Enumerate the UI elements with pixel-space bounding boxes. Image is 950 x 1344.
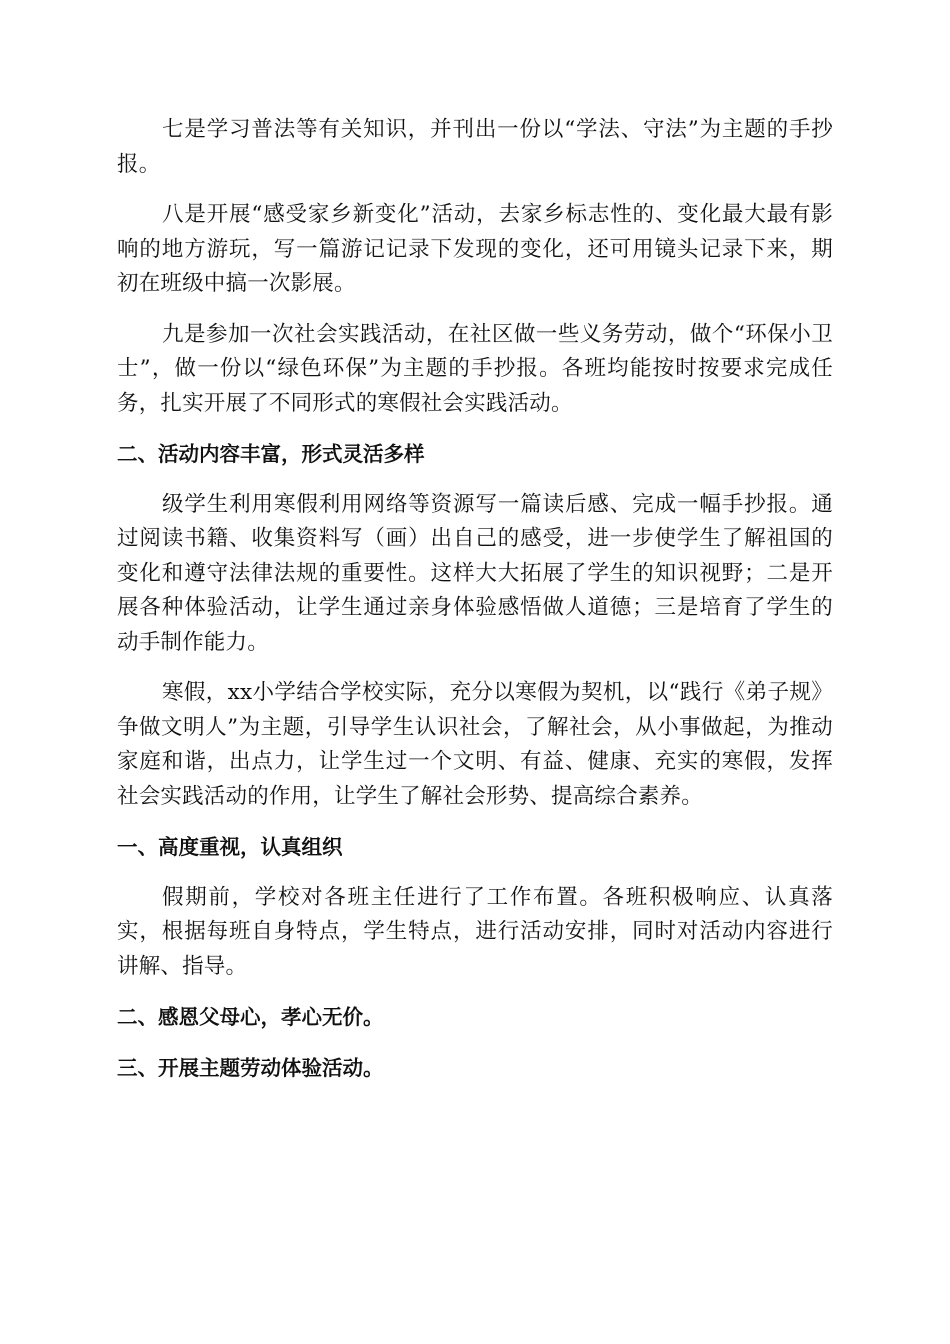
section-heading-organize: 一、高度重视，认真组织: [117, 835, 343, 859]
paragraph-eight: 八是开展“感受家乡新变化”活动，去家乡标志性的、变化最大最有影响的地方游玩，写一篇游记记录下发现的变化，还可用镜头记录下来，期初在班级中搞一次影展。: [117, 202, 833, 296]
paragraph-nine: 九是参加一次社会实践活动，在社区做一些义务劳动，做个“环保小卫士”，做一份以“绿色环保”为主题的手抄报。各班均能按时按要求完成任务，扎实开展了不同形式的寒假社会实践活动。: [117, 321, 833, 416]
paragraph-before-break: 假期前，学校对各班主任进行了工作布置。各班积极响应、认真落实，根据每班自身特点，学生特点，进行活动安排，同时对活动内容进行讲解、指导。: [117, 884, 833, 979]
paragraph-reading: 级学生利用寒假利用网络等资源写一篇读后感、完成一幅手抄报。通过阅读书籍、收集资料写（画）出自己的感受，进一步使学生了解祖国的变化和遵守法律法规的重要性。这样大大拓展了学生的知识视野；二是开展各种体验活动，让学生通过亲身体验感悟做人道德；三是培育了学生的动手制作能力。: [117, 491, 833, 655]
paragraph-seven: 七是学习普法等有关知识，并刊出一份以“学法、守法”为主题的手抄报。: [117, 117, 833, 177]
section-heading-activities: 二、活动内容丰富，形式灵活多样: [117, 442, 425, 466]
document-body: [117, 113, 833, 1101]
paragraph-winter-break: 寒假，xx小学结合学校实际，充分以寒假为契机，以“践行《弟子规》争做文明人”为主题，引导学生认识社会，了解社会，从小事做起，为推动家庭和谐，出点力，让学生过一个文明、有益、健康、充实的寒假，发挥社会实践活动的作用，让学生了解社会形势、提高综合素养。: [117, 680, 833, 809]
section-heading-gratitude: 二、感恩父母心，孝心无价。: [117, 1005, 384, 1029]
section-heading-labor: 三、开展主题劳动体验活动。: [117, 1055, 384, 1080]
